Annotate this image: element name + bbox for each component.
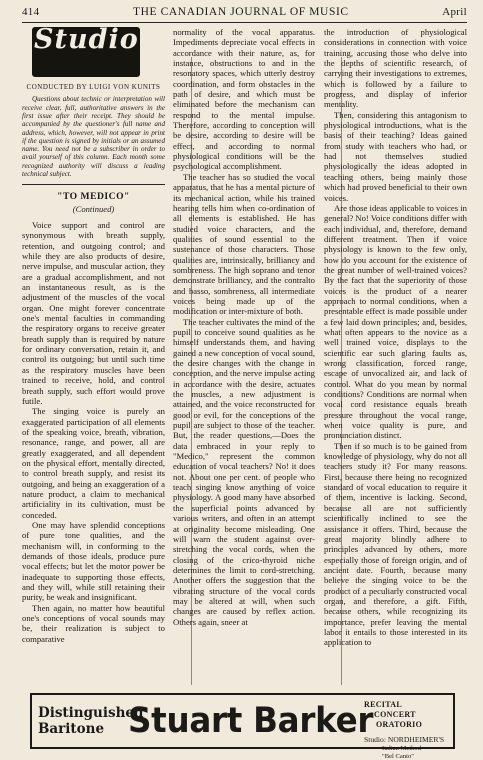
column-conductor: CONDUCTED BY LUIGI VON KUNITS [26,83,161,91]
journal-title: THE CANADIAN JOURNAL OF MUSIC [132,6,349,18]
ad-kicker-line: Distinguished [38,705,144,721]
paragraph: Then if so much is to be gained from knowledge of physiology, why do not all teachers study it? For many reasons. First, because there being no recognized standard of vocal education to require it of them, incentive is lacking. Second, because all are not sufficiently scientifically inclined to see the assistance it offers. Third, because the great majority blindly adhere to principles advanced by others, more especially those of foreign origin, and of ancient date. Fourth, because many believe the singing voice to be the product of a peculiarly constructed vocal organ, and therefore, a gift. Fifth, because others, while recognizing its importance, prefer leaving the mental labor it entails to those interested in its application to [324,440,467,648]
header-rule [22,22,467,23]
running-header [22,6,467,21]
ad-kicker [38,705,144,737]
ad-role: ORATORIO [376,720,423,729]
paragraph: Then again, no matter how beautiful one's conceptions of vocal sounds may be, their realization is subject to comparative [22,602,165,644]
column-note: Questions about technic or interpretation will receive clear, full, authoritative answers in the first issue after their receipt. They should be accompanied by the questioner's full name and address, which, however, will not appear in print if the question is signed by initials or an assumed name. You need not be a subscriber in order to avail yourself of this column. Each month some recognized authority will discuss a leading technical subject. [22,95,165,179]
paragraph: Are those ideas applicable to voices in general? No! Voice conditions differ with each individual, and, therefore, demand different treatment. Then if voice physiology is known to the few only, how do you account for the existence of the great number of well-trained voices? By the fact that the superiority of those voices is the product of a nearer approach to normal conditions, when a presentable effect is made possible under a few laid down principles; and, besides, what often appears to the novice as a well trained voice, displays to the scientific ear such glaring faults as, wrong classification, forced range, escape of unvocalized air, and lack of control. What do you mean by normal conditions? Conditions are normal when vocal cord resistance equals breath pressure throughout the vocal range, when voice quality is pure, and pronunciation distinct. [324,202,467,441]
ad-method: Italian Method [382,745,422,752]
paragraph: normality of the vocal apparatus. Impediments depreciate vocal effects in accordance with their nature, as, for instance, obstructions to and in the resonatory spaces, which utterly destroy coordination, and form obstacles in the path of desire, and which must be eliminated before the mechanism can respond to the mental impulse. Therefore, according to conception will be desire, according to desire will be effect, and according to normal physiological conditions will be the psychological accomplishment. [173,27,315,172]
paragraph: Then, considering this antagonism to physiological introductions, what is the basis of their teaching? Ideas gained from study with teachers who had, or had not themselves studied physiologically the ideas adopted in teaching others, being mainly those which had proved beneficial to their own voices. [324,109,467,203]
article-title: "TO MEDICO" [57,191,130,203]
ad-role: CONCERT [374,710,416,719]
ad-role: RECITAL [364,700,402,709]
paragraph: Voice support and control are synonymous with breath supply, retention, and outgoing control; and while they are also products of desire, nerve impulse, and muscular action, they are a gradual accomplishment, and not an instantaneous result, as is the adjustment of the muscles of the vocal organ. One might forever concentrate one's mental faculties in commanding the respiratory organs to receive greater breath supply than is required by nature for ordinary conversation, retain it, and control its outgoing; but until such time as the respiratory muscles have been trained to receive, hold, and control breath supply, such effort would prove futile. [22,220,165,406]
ad-roles [364,700,454,730]
article-columns [22,27,467,687]
ad-artist-name: Stuart Barker [128,701,374,741]
paragraph: One may have splendid conceptions of pure tone qualities, and the mechanism will, in conforming to the demands of those ideals, produce pure vocal effects; but let the motor power be inadequate to supporting those effects, and they will, while still retaining their purity, be weak and insignificant. [22,519,165,603]
issue-month: April [442,6,467,18]
paragraph: the introduction of physiological considerations in connection with voice training, accusing those who delve into the depths of scientific research, of carrying their investigations to extremes, which is followed by a failure to progress, and display of inferior mentality. [324,27,467,110]
studio-logo [32,27,140,77]
paragraph: The singing voice is purely an exaggerated participation of all elements of the speaking voice, breath, vibration, resonance, range, and power, all are greatly exaggerated, and all dependent on the physical effort, mentally directed, to control breath supply, and resist its outgoing, and being an exaggeration of a nature product, a claim to mechanical artificiality in its cultivation, must be conceded. [22,406,165,520]
page-number: 414 [22,6,40,18]
studio-logo-text: Studio [34,27,139,55]
ad-details [364,700,454,760]
advertisement-box [30,693,455,760]
column-1 [22,27,165,687]
column-2 [173,27,315,687]
ad-kicker-line: Baritone [38,721,105,737]
section-rule [22,184,165,185]
ad-studio: Studio: NORDHEIMER'S [364,735,445,744]
paragraph: The teacher cultivates the mind of the pupil to conceive sound qualities as he himself understands them, and having gained a new conception of vocal sound, the desire changes with the change in conception, and the nerve impulse acting in accordance with the desire, actuates the muscles, a new adjustment is attained, and the voice reconstructed for good or evil, for the conceptions of the pupil are subject to those of the teacher. But, the reader questions,—Does the data embraced in your reply to "Medico," represent the common education of vocal teachers? No! it does not. About one per cent. of people who teach singing know anything of voice physiology. A good many have absorbed the superficial points advanced by various writers, and often in an attempt at originality become misleading. One will warn the student against over-stretching the vocal cords, when the closing of the crico-thyroid niche determines the limit to cord-stretching. Another offers the suggestion that the vibrating structure of the vocal cords may be altered at will, when such changes are caused by reflex action. Others again, sneer at [173,316,315,627]
column-3 [324,27,467,687]
article-subtitle: (Continued) [72,203,115,214]
ad-method: "Bel Canto" [382,753,414,760]
paragraph: The teacher has so studied the vocal apparatus, that he has a mental picture of its mechanical action, while his trained hearing tells him when co-ordination of all elements is established. He has studied voice characters, and the qualities of sound essential to the sustenance of those characters. Those qualities are, intrinsically, brilliancy and sombreness. The high soprano and tenor demonstrate brilliancy, and the contralto and basso, sombreness, all intermediate voices being made up of the modification or inter-mixture of both. [173,171,315,317]
